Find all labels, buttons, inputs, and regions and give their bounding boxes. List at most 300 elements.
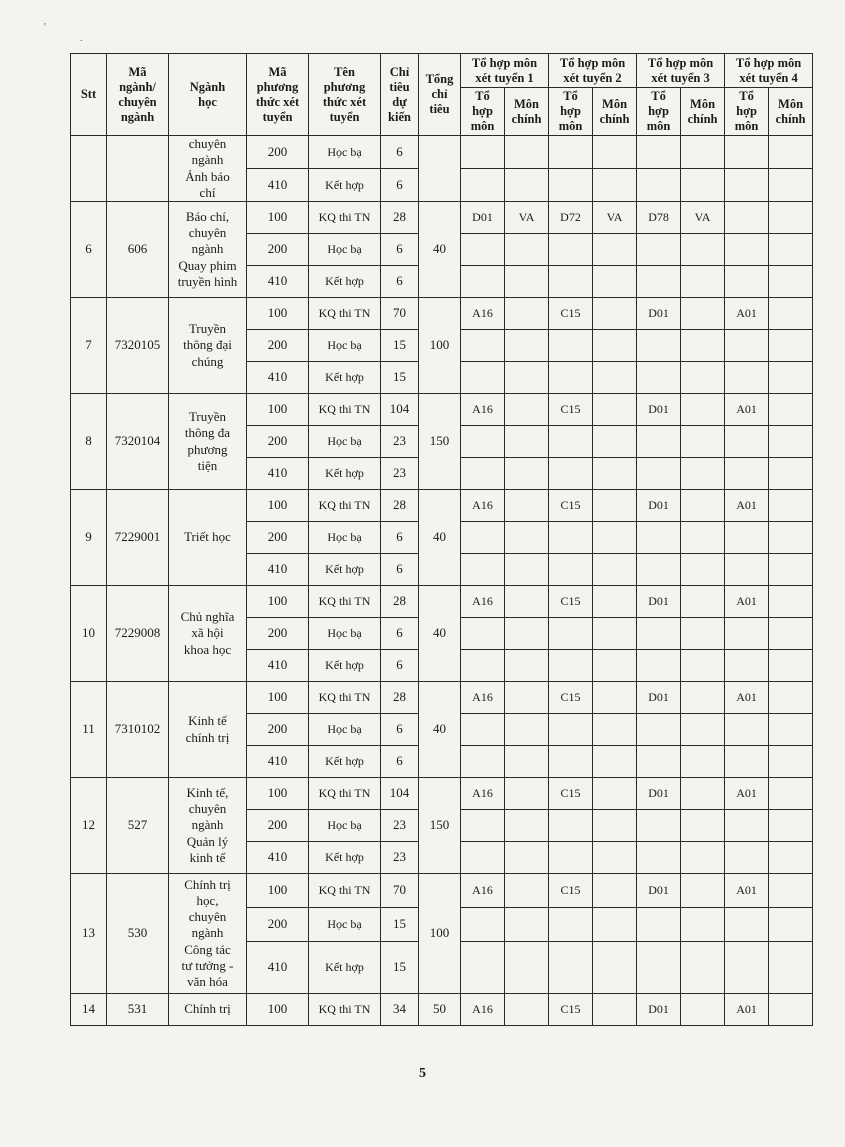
combo-cell bbox=[637, 842, 681, 874]
major-name-cell bbox=[169, 202, 247, 298]
quota-cell: 15 bbox=[381, 330, 419, 362]
major-name-line: chính trị bbox=[185, 729, 230, 745]
main-subject-cell bbox=[681, 362, 725, 394]
combo-cell bbox=[461, 458, 505, 490]
major-name-cell bbox=[169, 298, 247, 394]
major-name-line: Kinh tế bbox=[188, 713, 227, 729]
main-subject-cell bbox=[769, 778, 813, 810]
table-body bbox=[71, 136, 813, 1026]
major-name-line: tư tưởng - bbox=[181, 957, 234, 973]
main-subject-cell bbox=[593, 234, 637, 266]
method-code-cell: 100 bbox=[247, 778, 309, 810]
main-subject-cell bbox=[769, 554, 813, 586]
major-name-line: Ảnh báo bbox=[185, 168, 230, 184]
combo-cell: D01 bbox=[637, 994, 681, 1026]
combo-cell: A16 bbox=[461, 874, 505, 908]
combo-cell bbox=[725, 136, 769, 169]
combo-cell: D01 bbox=[637, 298, 681, 330]
combo-cell bbox=[637, 746, 681, 778]
main-subject-cell: VA bbox=[505, 202, 549, 234]
method-name-cell: KQ thi TN bbox=[309, 778, 381, 810]
combo-cell bbox=[725, 554, 769, 586]
method-code-cell: 200 bbox=[247, 136, 309, 169]
combo-cell bbox=[549, 266, 593, 298]
major-name-line: Triết học bbox=[184, 529, 231, 545]
major-name-cell bbox=[169, 682, 247, 778]
table-row bbox=[71, 994, 813, 1026]
main-subject-cell bbox=[769, 298, 813, 330]
quota-cell: 28 bbox=[381, 490, 419, 522]
main-subject-cell bbox=[593, 778, 637, 810]
method-name-cell: KQ thi TN bbox=[309, 490, 381, 522]
major-name-line: ngành bbox=[191, 817, 224, 833]
col-mon-chinh: Môn chính bbox=[769, 88, 813, 136]
main-subject-cell bbox=[681, 908, 725, 942]
major-code-cell: 7320104 bbox=[107, 394, 169, 490]
main-subject-cell bbox=[505, 778, 549, 810]
combo-cell: A16 bbox=[461, 490, 505, 522]
method-code-cell: 200 bbox=[247, 810, 309, 842]
combo-cell bbox=[549, 554, 593, 586]
combo-cell bbox=[637, 458, 681, 490]
main-subject-cell bbox=[593, 554, 637, 586]
main-subject-cell bbox=[505, 490, 549, 522]
combo-cell bbox=[461, 136, 505, 169]
combo-cell bbox=[461, 618, 505, 650]
main-subject-cell bbox=[593, 298, 637, 330]
combo-cell: D01 bbox=[637, 874, 681, 908]
combo-cell bbox=[549, 234, 593, 266]
method-name-cell: Học bạ bbox=[309, 426, 381, 458]
table-row bbox=[71, 682, 813, 714]
total-quota-cell: 150 bbox=[419, 778, 461, 874]
col-mon-chinh: Môn chính bbox=[505, 88, 549, 136]
major-code-cell: 606 bbox=[107, 202, 169, 298]
combo-cell bbox=[549, 458, 593, 490]
combo-cell bbox=[725, 714, 769, 746]
combo-cell: D01 bbox=[461, 202, 505, 234]
main-subject-cell bbox=[769, 202, 813, 234]
total-quota-cell bbox=[419, 136, 461, 202]
table-row bbox=[71, 394, 813, 426]
combo-cell bbox=[637, 908, 681, 942]
combo-cell bbox=[637, 136, 681, 169]
method-code-cell: 410 bbox=[247, 266, 309, 298]
method-code-cell: 200 bbox=[247, 234, 309, 266]
main-subject-cell bbox=[769, 266, 813, 298]
quota-cell: 6 bbox=[381, 266, 419, 298]
main-subject-cell bbox=[769, 874, 813, 908]
method-code-cell: 100 bbox=[247, 298, 309, 330]
quota-cell: 23 bbox=[381, 842, 419, 874]
quota-cell: 6 bbox=[381, 746, 419, 778]
total-quota-cell: 100 bbox=[419, 874, 461, 994]
main-subject-cell bbox=[769, 682, 813, 714]
combo-cell bbox=[637, 362, 681, 394]
major-name-line: Truyền bbox=[188, 409, 227, 424]
main-subject-cell bbox=[769, 490, 813, 522]
method-code-cell: 410 bbox=[247, 169, 309, 202]
method-name-cell: Kết hợp bbox=[309, 942, 381, 994]
combo-cell bbox=[549, 746, 593, 778]
main-subject-cell bbox=[505, 810, 549, 842]
main-subject-cell bbox=[681, 136, 725, 169]
major-code-cell: 7229001 bbox=[107, 490, 169, 586]
col-ten-phuong-thuc: Tên phương thức xét tuyển bbox=[309, 54, 381, 136]
combo-cell bbox=[461, 266, 505, 298]
combo-cell bbox=[637, 554, 681, 586]
main-subject-cell bbox=[593, 490, 637, 522]
quota-cell: 6 bbox=[381, 618, 419, 650]
total-quota-cell: 150 bbox=[419, 394, 461, 490]
main-subject-cell bbox=[681, 522, 725, 554]
combo-cell: A01 bbox=[725, 298, 769, 330]
combo-cell bbox=[461, 942, 505, 994]
main-subject-cell bbox=[769, 586, 813, 618]
combo-cell bbox=[725, 330, 769, 362]
method-name-cell: KQ thi TN bbox=[309, 994, 381, 1026]
method-code-cell: 410 bbox=[247, 650, 309, 682]
col-to-hop-mon: Tổ hợp môn bbox=[461, 88, 505, 136]
combo-cell bbox=[725, 202, 769, 234]
combo-cell: A16 bbox=[461, 682, 505, 714]
main-subject-cell: VA bbox=[681, 202, 725, 234]
main-subject-cell bbox=[505, 714, 549, 746]
major-name-line: Chủ nghĩa bbox=[180, 609, 235, 625]
combo-cell: A01 bbox=[725, 994, 769, 1026]
main-subject-cell bbox=[769, 650, 813, 682]
combo-cell bbox=[461, 426, 505, 458]
combo-cell bbox=[461, 650, 505, 682]
stt-cell bbox=[71, 136, 107, 202]
combo-cell bbox=[637, 330, 681, 362]
major-code-cell: 530 bbox=[107, 874, 169, 994]
main-subject-cell bbox=[681, 234, 725, 266]
quota-cell: 6 bbox=[381, 650, 419, 682]
major-name-line: ngành bbox=[191, 925, 224, 941]
method-name-cell: Học bạ bbox=[309, 810, 381, 842]
main-subject-cell bbox=[681, 298, 725, 330]
col-to-hop-1: Tổ hợp môn xét tuyển 1 bbox=[461, 54, 549, 88]
main-subject-cell bbox=[681, 586, 725, 618]
major-name-line: tiện bbox=[197, 457, 218, 473]
quota-cell: 28 bbox=[381, 682, 419, 714]
combo-cell bbox=[725, 650, 769, 682]
main-subject-cell bbox=[593, 874, 637, 908]
col-nganh-hoc: Ngành học bbox=[169, 54, 247, 136]
major-code-cell: 7310102 bbox=[107, 682, 169, 778]
col-to-hop-mon: Tổ hợp môn bbox=[549, 88, 593, 136]
combo-cell bbox=[725, 522, 769, 554]
combo-cell bbox=[549, 650, 593, 682]
main-subject-cell bbox=[505, 682, 549, 714]
main-subject-cell bbox=[593, 586, 637, 618]
combo-cell: D01 bbox=[637, 586, 681, 618]
admission-table bbox=[70, 53, 813, 1026]
quota-cell: 70 bbox=[381, 874, 419, 908]
col-ma-nganh: Mã ngành/ chuyên ngành bbox=[107, 54, 169, 136]
main-subject-cell bbox=[593, 618, 637, 650]
combo-cell bbox=[725, 169, 769, 202]
major-name-line: Truyền bbox=[188, 321, 227, 337]
combo-cell: D01 bbox=[637, 682, 681, 714]
combo-cell: A01 bbox=[725, 586, 769, 618]
combo-cell bbox=[549, 810, 593, 842]
combo-cell: A01 bbox=[725, 874, 769, 908]
combo-cell bbox=[637, 942, 681, 994]
combo-cell: C15 bbox=[549, 994, 593, 1026]
combo-cell: A16 bbox=[461, 394, 505, 426]
main-subject-cell bbox=[681, 458, 725, 490]
table-row bbox=[71, 490, 813, 522]
total-quota-cell: 40 bbox=[419, 202, 461, 298]
method-code-cell: 100 bbox=[247, 682, 309, 714]
main-subject-cell bbox=[505, 298, 549, 330]
quota-cell: 6 bbox=[381, 522, 419, 554]
method-name-cell: Học bạ bbox=[309, 908, 381, 942]
table-row bbox=[71, 202, 813, 234]
major-name-line: thông đại bbox=[183, 337, 232, 353]
main-subject-cell bbox=[681, 394, 725, 426]
main-subject-cell bbox=[769, 810, 813, 842]
method-code-cell: 410 bbox=[247, 554, 309, 586]
combo-cell bbox=[549, 714, 593, 746]
quota-cell: 23 bbox=[381, 810, 419, 842]
method-name-cell: Kết hợp bbox=[309, 266, 381, 298]
main-subject-cell bbox=[593, 330, 637, 362]
main-subject-cell bbox=[681, 426, 725, 458]
scan-mark: ' bbox=[44, 22, 46, 33]
main-subject-cell bbox=[593, 522, 637, 554]
major-name-line: xã hội bbox=[191, 625, 224, 641]
main-subject-cell bbox=[769, 394, 813, 426]
stt-cell: 6 bbox=[71, 202, 107, 298]
method-code-cell: 200 bbox=[247, 522, 309, 554]
method-name-cell: KQ thi TN bbox=[309, 394, 381, 426]
major-name-cell bbox=[169, 394, 247, 490]
col-to-hop-mon: Tổ hợp môn bbox=[725, 88, 769, 136]
major-name-line: Chính trị bbox=[184, 1001, 231, 1017]
combo-cell bbox=[725, 942, 769, 994]
major-name-line: truyền hình bbox=[177, 273, 238, 289]
main-subject-cell bbox=[593, 394, 637, 426]
method-code-cell: 200 bbox=[247, 618, 309, 650]
main-subject-cell bbox=[769, 908, 813, 942]
major-code-cell: 7229008 bbox=[107, 586, 169, 682]
main-subject-cell bbox=[505, 994, 549, 1026]
scan-mark: . bbox=[80, 33, 83, 44]
combo-cell: C15 bbox=[549, 586, 593, 618]
major-name-line: ngành bbox=[191, 152, 224, 168]
main-subject-cell bbox=[769, 136, 813, 169]
total-quota-cell: 40 bbox=[419, 586, 461, 682]
main-subject-cell bbox=[681, 169, 725, 202]
quota-cell: 70 bbox=[381, 298, 419, 330]
combo-cell bbox=[549, 942, 593, 994]
quota-cell: 28 bbox=[381, 202, 419, 234]
main-subject-cell bbox=[769, 522, 813, 554]
method-code-cell: 200 bbox=[247, 330, 309, 362]
major-code-cell: 531 bbox=[107, 994, 169, 1026]
main-subject-cell bbox=[505, 746, 549, 778]
stt-cell: 10 bbox=[71, 586, 107, 682]
method-code-cell: 200 bbox=[247, 908, 309, 942]
combo-cell bbox=[725, 842, 769, 874]
combo-cell bbox=[637, 266, 681, 298]
major-name-line: khoa học bbox=[183, 641, 232, 657]
col-to-hop-4: Tổ hợp môn xét tuyển 4 bbox=[725, 54, 813, 88]
quota-cell: 6 bbox=[381, 714, 419, 746]
quota-cell: 6 bbox=[381, 136, 419, 169]
major-code-cell: 7320105 bbox=[107, 298, 169, 394]
main-subject-cell bbox=[593, 169, 637, 202]
main-subject-cell bbox=[593, 908, 637, 942]
combo-cell: D01 bbox=[637, 778, 681, 810]
method-name-cell: Học bạ bbox=[309, 618, 381, 650]
main-subject-cell bbox=[769, 994, 813, 1026]
main-subject-cell bbox=[505, 394, 549, 426]
combo-cell bbox=[637, 234, 681, 266]
main-subject-cell bbox=[593, 942, 637, 994]
combo-cell bbox=[461, 810, 505, 842]
method-name-cell: Học bạ bbox=[309, 330, 381, 362]
col-to-hop-2: Tổ hợp môn xét tuyển 2 bbox=[549, 54, 637, 88]
combo-cell bbox=[637, 650, 681, 682]
main-subject-cell bbox=[769, 618, 813, 650]
main-subject-cell bbox=[593, 842, 637, 874]
table-row bbox=[71, 586, 813, 618]
main-subject-cell bbox=[505, 942, 549, 994]
main-subject-cell bbox=[681, 266, 725, 298]
stt-cell: 7 bbox=[71, 298, 107, 394]
method-code-cell: 410 bbox=[247, 842, 309, 874]
combo-cell bbox=[637, 810, 681, 842]
main-subject-cell bbox=[681, 714, 725, 746]
main-subject-cell bbox=[681, 778, 725, 810]
quota-cell: 15 bbox=[381, 362, 419, 394]
combo-cell bbox=[549, 842, 593, 874]
main-subject-cell bbox=[505, 458, 549, 490]
combo-cell: D01 bbox=[637, 490, 681, 522]
main-subject-cell bbox=[505, 266, 549, 298]
quota-cell: 15 bbox=[381, 942, 419, 994]
major-name-line: chuyên bbox=[188, 225, 227, 241]
quota-cell: 23 bbox=[381, 426, 419, 458]
table-row bbox=[71, 874, 813, 908]
main-subject-cell bbox=[681, 554, 725, 586]
combo-cell: A16 bbox=[461, 298, 505, 330]
major-name-cell bbox=[169, 490, 247, 586]
combo-cell: C15 bbox=[549, 778, 593, 810]
total-quota-cell: 100 bbox=[419, 298, 461, 394]
main-subject-cell bbox=[593, 458, 637, 490]
major-name-line: thông đa bbox=[184, 425, 231, 441]
main-subject-cell bbox=[593, 362, 637, 394]
combo-cell bbox=[549, 618, 593, 650]
col-mon-chinh: Môn chính bbox=[681, 88, 725, 136]
main-subject-cell bbox=[593, 650, 637, 682]
method-code-cell: 100 bbox=[247, 490, 309, 522]
major-code-cell bbox=[107, 136, 169, 202]
main-subject-cell bbox=[593, 810, 637, 842]
major-name-cell bbox=[169, 136, 247, 202]
main-subject-cell bbox=[505, 908, 549, 942]
method-code-cell: 100 bbox=[247, 874, 309, 908]
combo-cell: A01 bbox=[725, 490, 769, 522]
combo-cell bbox=[725, 810, 769, 842]
main-subject-cell bbox=[681, 746, 725, 778]
main-subject-cell bbox=[769, 330, 813, 362]
quota-cell: 15 bbox=[381, 908, 419, 942]
method-code-cell: 410 bbox=[247, 362, 309, 394]
major-name-line: Kinh tế, bbox=[186, 784, 229, 800]
main-subject-cell bbox=[769, 458, 813, 490]
major-name-line: Chính trị bbox=[184, 876, 231, 892]
combo-cell bbox=[461, 714, 505, 746]
table-row bbox=[71, 136, 813, 169]
main-subject-cell bbox=[681, 490, 725, 522]
combo-cell: A16 bbox=[461, 778, 505, 810]
method-name-cell: Học bạ bbox=[309, 234, 381, 266]
main-subject-cell: VA bbox=[593, 202, 637, 234]
main-subject-cell bbox=[505, 874, 549, 908]
method-name-cell: KQ thi TN bbox=[309, 298, 381, 330]
method-name-cell: Học bạ bbox=[309, 522, 381, 554]
main-subject-cell bbox=[593, 136, 637, 169]
combo-cell: D72 bbox=[549, 202, 593, 234]
main-subject-cell bbox=[681, 810, 725, 842]
col-chi-tieu-du-kien: Chỉ tiêu dự kiến bbox=[381, 54, 419, 136]
combo-cell bbox=[461, 234, 505, 266]
col-to-hop-3: Tổ hợp môn xét tuyển 3 bbox=[637, 54, 725, 88]
main-subject-cell bbox=[769, 362, 813, 394]
total-quota-cell: 40 bbox=[419, 490, 461, 586]
method-name-cell: Kết hợp bbox=[309, 650, 381, 682]
quota-cell: 104 bbox=[381, 778, 419, 810]
main-subject-cell bbox=[681, 994, 725, 1026]
stt-cell: 12 bbox=[71, 778, 107, 874]
quota-cell: 6 bbox=[381, 234, 419, 266]
method-name-cell: KQ thi TN bbox=[309, 202, 381, 234]
table-row bbox=[71, 778, 813, 810]
major-name-line: chí bbox=[199, 184, 216, 200]
method-code-cell: 200 bbox=[247, 426, 309, 458]
method-code-cell: 410 bbox=[247, 746, 309, 778]
col-to-hop-mon: Tổ hợp môn bbox=[637, 88, 681, 136]
combo-cell: C15 bbox=[549, 394, 593, 426]
main-subject-cell bbox=[593, 714, 637, 746]
major-name-cell bbox=[169, 586, 247, 682]
main-subject-cell bbox=[505, 362, 549, 394]
combo-cell bbox=[637, 426, 681, 458]
major-code-cell: 527 bbox=[107, 778, 169, 874]
main-subject-cell bbox=[593, 266, 637, 298]
stt-cell: 9 bbox=[71, 490, 107, 586]
combo-cell: D78 bbox=[637, 202, 681, 234]
major-name-line: Quay phim bbox=[178, 257, 237, 273]
major-name-line: văn hóa bbox=[187, 974, 228, 990]
main-subject-cell bbox=[505, 554, 549, 586]
method-code-cell: 100 bbox=[247, 586, 309, 618]
combo-cell bbox=[461, 169, 505, 202]
main-subject-cell bbox=[505, 522, 549, 554]
quota-cell: 23 bbox=[381, 458, 419, 490]
combo-cell bbox=[549, 522, 593, 554]
method-name-cell: KQ thi TN bbox=[309, 586, 381, 618]
page-number: 5 bbox=[419, 1066, 426, 1081]
combo-cell bbox=[461, 842, 505, 874]
quota-cell: 34 bbox=[381, 994, 419, 1026]
